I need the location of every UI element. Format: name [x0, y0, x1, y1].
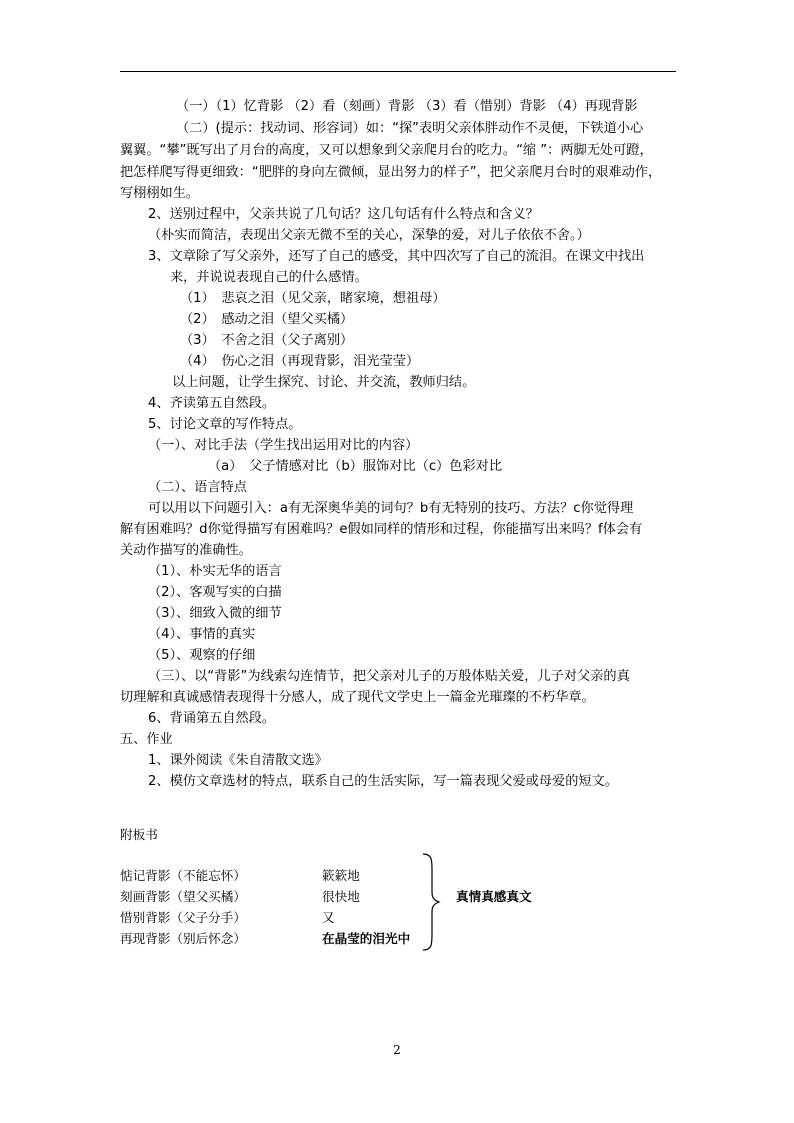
text-line: 1、课外阅读《朱自清散文选》	[148, 753, 328, 768]
board-row-right: 又	[322, 910, 335, 925]
text-line: （2）、客观写实的白描	[148, 585, 282, 600]
text-line: （1） 悲哀之泪（见父亲，睹家境，想祖母）	[180, 291, 446, 306]
text-line: （a） 父子情感对比（b）服饰对比（c）色彩对比	[208, 459, 503, 474]
text-line: 来，并说说表现自己的什么感情。	[170, 270, 368, 285]
text-line: 6、背诵第五自然段。	[148, 711, 276, 726]
board-row-right: 在晶莹的泪光中	[322, 931, 411, 946]
text-line: （5）、观察的仔细	[148, 648, 256, 663]
board-row-left: 再现背影（别后怀念）	[120, 931, 246, 946]
header-rule	[120, 71, 676, 72]
text-line: 可以用以下问题引入：a有无深奥华美的词句？b有无特别的技巧、方法？c你觉得理	[148, 501, 634, 516]
text-line: 4、齐读第五自然段。	[148, 396, 276, 411]
board-row-right: 簌簌地	[322, 868, 360, 883]
text-line: （3）、细致入微的细节	[148, 606, 282, 621]
board-row-right: 很快地	[322, 889, 360, 904]
text-line: 以上问题，让学生探究、讨论、并交流，教师归结。	[172, 375, 476, 390]
text-line: （一）（1）忆背影 （2）看（刻画）背影 （3）看（惜别）背影 （4）再现背影	[176, 99, 638, 114]
curly-brace-icon	[420, 852, 442, 952]
text-line: 3、文章除了写父亲外，还写了自己的感受，其中四次写了自己的流泪。在课文中找出	[148, 249, 645, 264]
board-heading: 附板书	[120, 827, 158, 842]
board-summary: 真情真感真文	[456, 889, 532, 904]
text-line: （一）、对比手法（学生找出运用对比的内容）	[148, 438, 419, 453]
text-line: （二）(提示：找动词、形容词）如：“探”表明父亲体胖动作不灵便，下铁道小心	[176, 121, 644, 136]
board-row-left: 惜别背影（父子分手）	[120, 910, 246, 925]
text-line: 关动作描写的准确性。	[120, 543, 252, 558]
text-line: （2） 感动之泪（望父买橘）	[180, 312, 354, 327]
text-line: （4） 伤心之泪（再现背影，泪光莹莹）	[180, 354, 420, 369]
board-row-left: 惦记背影（不能忘怀）	[120, 868, 246, 883]
board-row-left: 刻画背影（望父买橘）	[120, 889, 246, 904]
text-line: （朴实而简洁，表现出父亲无微不至的关心，深挚的爱，对儿子依依不舍。）	[148, 228, 590, 243]
text-line: 切理解和真诚感情表现得十分感人，成了现代文学史上一篇金光璀璨的不朽华章。	[120, 690, 595, 705]
text-line: 解有困难吗？d你觉得描写有困难吗？e假如同样的情形和过程，你能描写出来吗？f体会有	[120, 522, 643, 537]
text-line: （三）、以“背影”为线索勾连情节，把父亲对儿子的万般体贴关爱，儿子对父亲的真	[148, 669, 630, 684]
text-line: 写栩栩如生。	[120, 186, 200, 201]
text-line: （二）、语言特点	[148, 480, 247, 495]
text-line: （3） 不舍之泪（父子离别）	[180, 333, 354, 348]
text-line: 2、送别过程中，父亲共说了几句话？这几句话有什么特点和含义？	[148, 207, 539, 222]
text-line: 翼翼。“攀”既写出了月台的高度，又可以想象到父亲爬月台的吃力。“缩 ”：两脚无处可蹬，	[120, 143, 653, 158]
text-line: （1）、朴实无华的语言	[148, 564, 282, 579]
section-heading: 五、作业	[120, 732, 173, 747]
text-line: 5、讨论文章的写作特点。	[148, 417, 302, 432]
text-line: 把怎样爬写得更细致：“肥胖的身向左微倾，显出努力的样子”，把父亲爬月台时的艰难动作，	[120, 165, 662, 180]
text-line: 2、模仿文章选材的特点，联系自己的生活实际，写一篇表现父爱或母爱的短文。	[148, 774, 618, 789]
text-line: （4）、事情的真实	[148, 627, 256, 642]
page-number: 2	[393, 1043, 401, 1057]
